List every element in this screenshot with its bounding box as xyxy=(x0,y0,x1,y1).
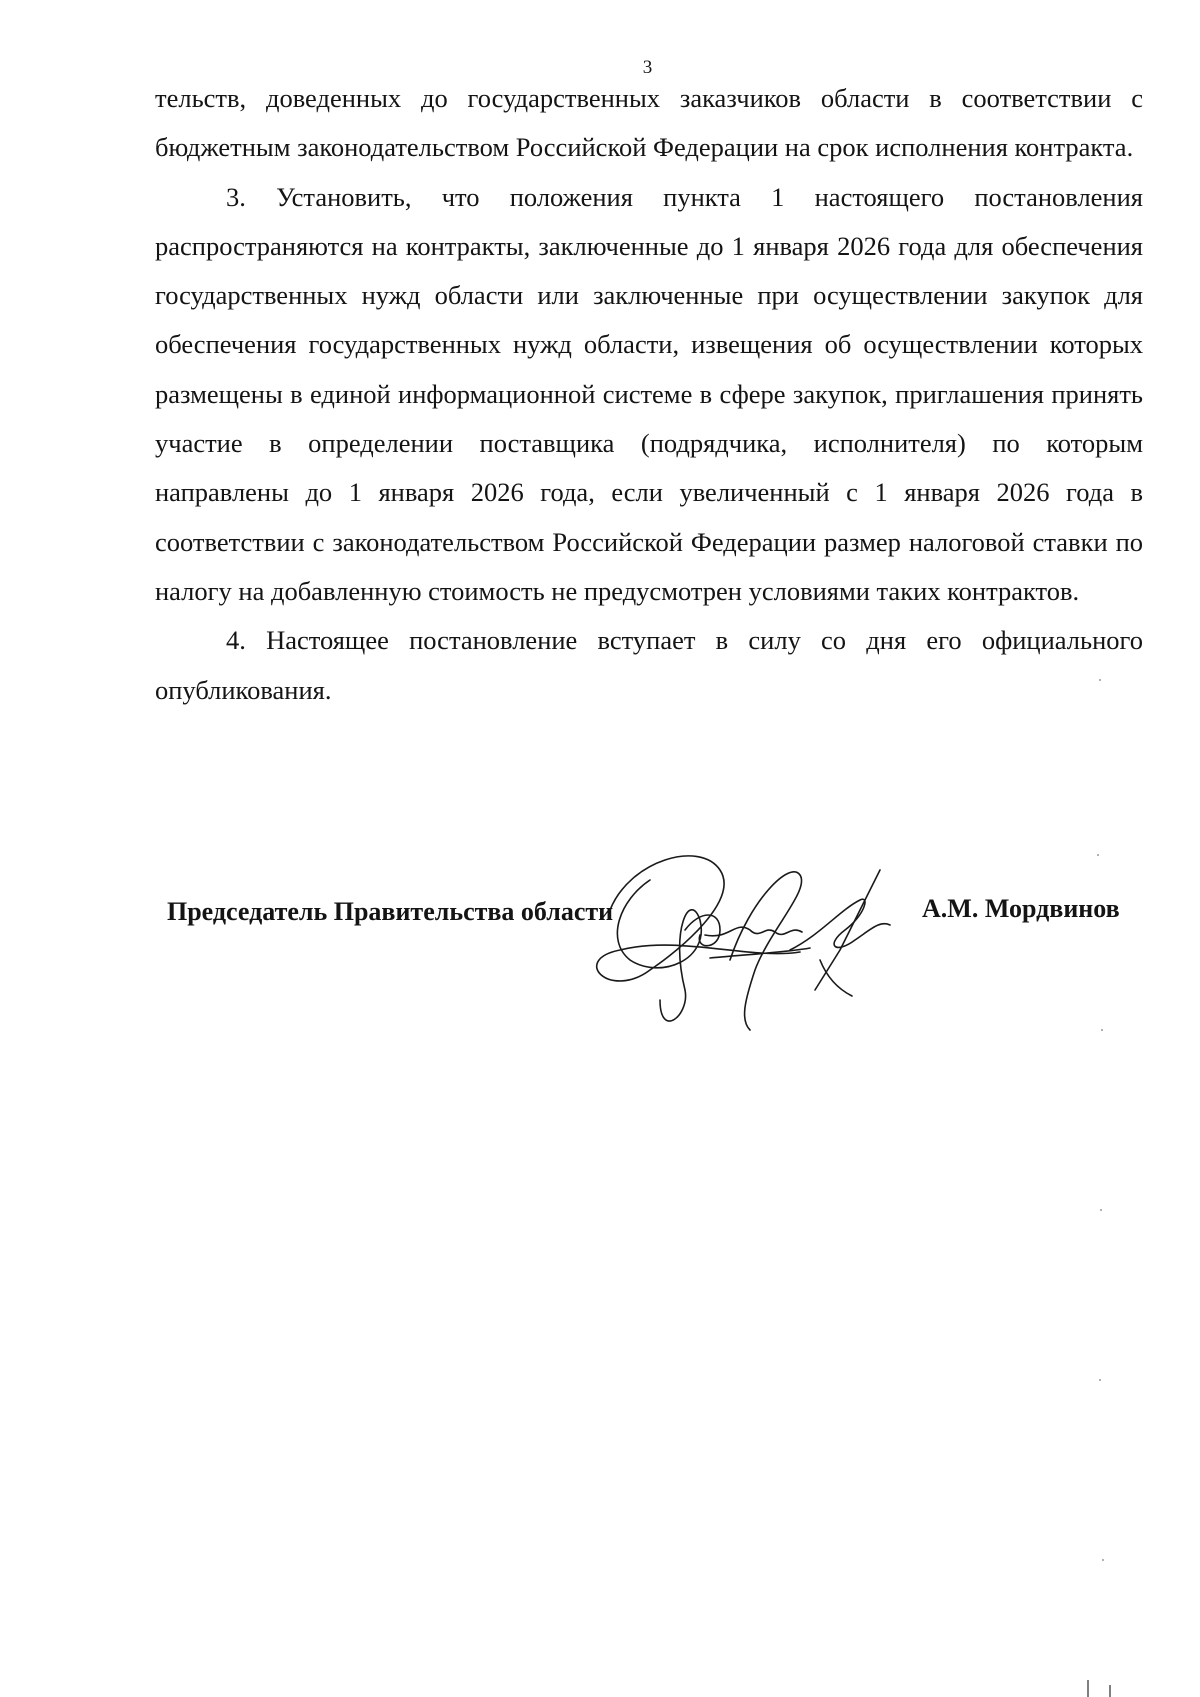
paragraph-item-3: 3. Установить, что положения пункта 1 настоящего постановления распространяются на контракты, заключенные до 1 января 2026 года для обеспечения государственных нужд области или заключенные при осуществлении закупок для обеспечения государственных нужд области, извещения об осуществлении которых размещены в единой информационной системе в сфере закупок, приглашения принять участие в определении поставщика (подрядчика, исполнителя) по которым направлены до 1 января 2026 года, если увеличенный с 1 января 2026 года в соответствии с законодательством Российской Федерации размер налоговой ставки по налогу на добавленную стоимость не предусмотрен условиями таких контрактов. xyxy=(155,181,1143,606)
page-number: 3 xyxy=(642,57,653,78)
signer-name: А.М. Мордвинов xyxy=(922,894,1120,923)
paragraph-item-4: 4. Настоящее постановление вступает в силу со дня его официального опубликования. xyxy=(155,625,1143,705)
signer-position-title: Председатель Правительства области xyxy=(167,897,614,926)
paragraph-continuation: тельств, доведенных до государственных заказчиков области в соответствии с бюджетным законодательством Российской Федерации на срок исполнения контракта. xyxy=(155,83,1143,163)
